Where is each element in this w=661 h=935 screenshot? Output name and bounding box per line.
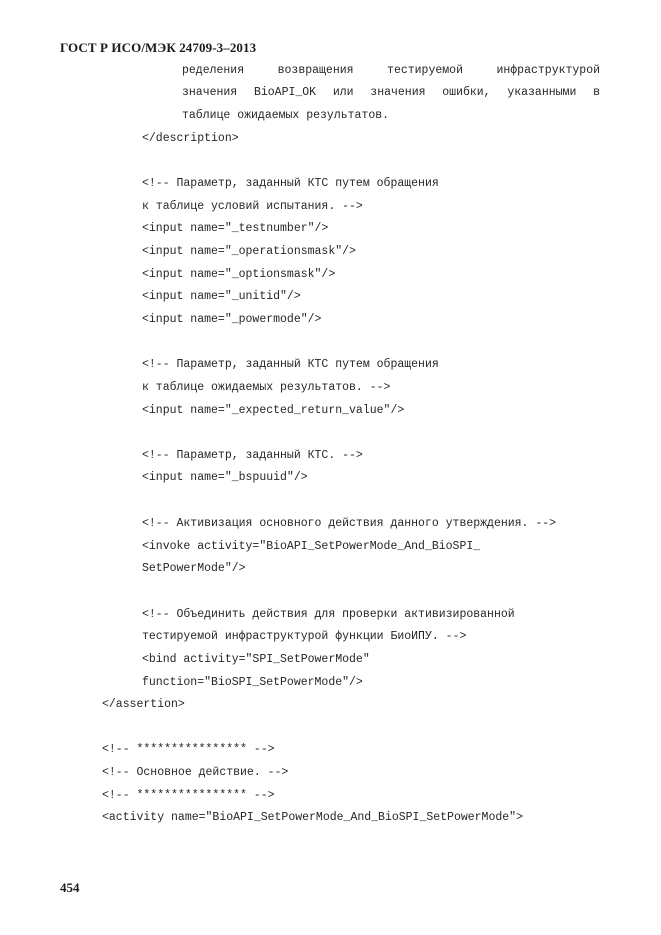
code-line: <!-- Параметр, заданный КТС путем обращения: [142, 358, 439, 371]
code-line: таблице ожидаемых результатов.: [182, 109, 390, 122]
code-line: значения BioAPI_OK или значения ошибки, указанными в: [182, 86, 600, 99]
code-line: <input name="_unitid"/>: [142, 290, 301, 303]
code-line: к таблице условий испытания. -->: [142, 200, 363, 213]
code-line: <input name="_testnumber"/>: [142, 222, 329, 235]
code-line: <!-- Объединить действия для проверки активизированной: [142, 608, 515, 621]
code-line: <bind activity="SPI_SetPowerMode": [142, 653, 370, 666]
document-header: ГОСТ Р ИСО/МЭК 24709-3–2013: [60, 40, 257, 55]
code-line: <invoke activity="BioAPI_SetPowerMode_And_BioSPI_: [142, 540, 481, 553]
code-line: <!-- Основное действие. -->: [102, 766, 289, 779]
code-line: </assertion>: [102, 698, 185, 711]
code-line: <!-- Параметр, заданный КТС путем обращения: [142, 177, 439, 190]
code-line: <input name="_powermode"/>: [142, 313, 322, 326]
code-line: ределения возвращения тестируемой инфраструктурой: [182, 64, 600, 77]
code-line: <!-- **************** -->: [102, 789, 275, 802]
code-line: к таблице ожидаемых результатов. -->: [142, 381, 391, 394]
code-line: <activity name="BioAPI_SetPowerMode_And_BioSPI_SetPowerMode">: [102, 811, 523, 824]
code-line: <input name="_operationsmask"/>: [142, 245, 356, 258]
code-line: </description>: [142, 132, 239, 145]
code-line: тестируемой инфраструктурой функции БиоИПУ. -->: [142, 630, 467, 643]
code-line: function="BioSPI_SetPowerMode"/>: [142, 676, 363, 689]
code-line: <!-- Параметр, заданный КТС. -->: [142, 449, 363, 462]
code-line: <!-- Активизация основного действия данного утверждения. -->: [142, 517, 557, 530]
code-line: <input name="_bspuuid"/>: [142, 471, 308, 484]
page-number: 454: [60, 880, 80, 895]
code-line: <input name="_expected_return_value"/>: [142, 404, 405, 417]
code-line: <input name="_optionsmask"/>: [142, 268, 336, 281]
code-line: SetPowerMode"/>: [142, 562, 246, 575]
code-line: <!-- **************** -->: [102, 743, 275, 756]
